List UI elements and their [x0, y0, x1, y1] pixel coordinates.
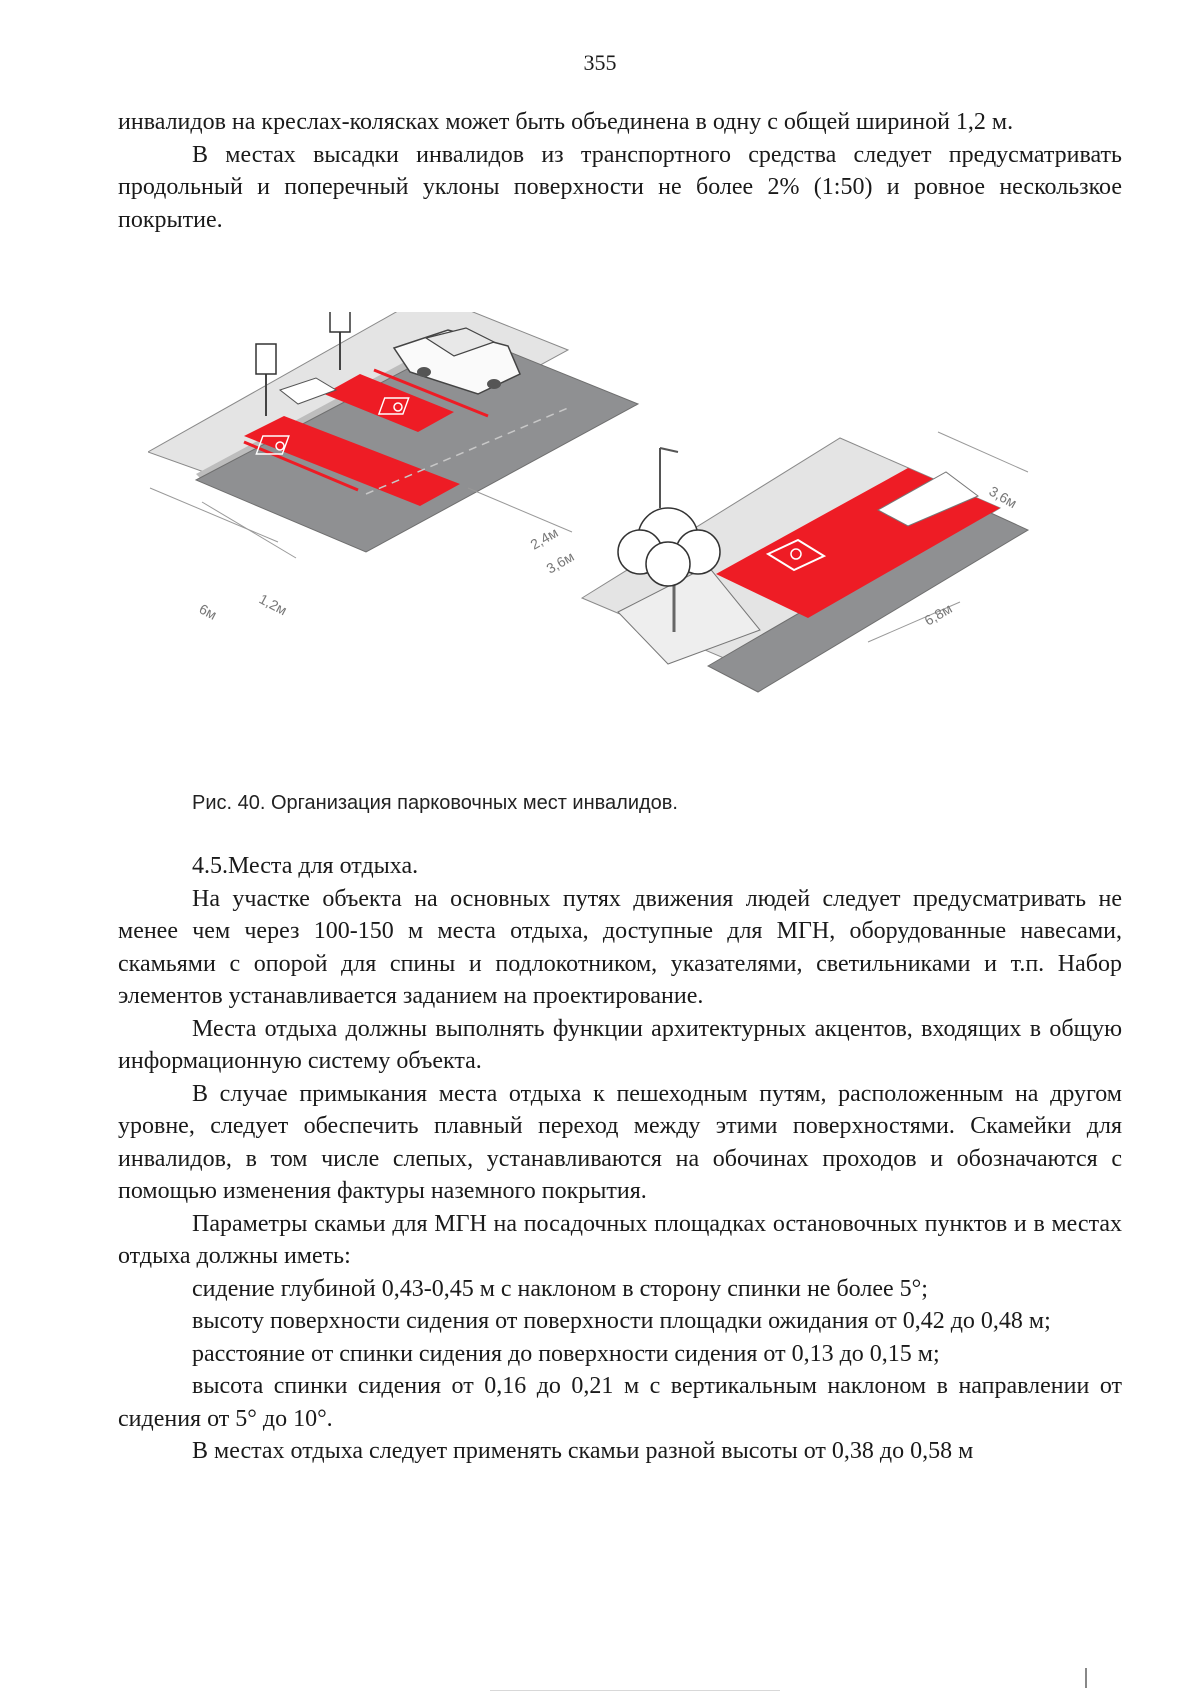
list-item: высоту поверхности сидения от поверхности площадки ожидания от 0,42 до 0,48 м;: [192, 1308, 1051, 1334]
dimension-label: 3,6м: [986, 482, 1020, 512]
figure-caption: Рис. 40. Организация парковочных мест инвалидов.: [192, 792, 678, 814]
paragraph: В местах отдыха следует применять скамьи разной высоты от 0,38 до 0,58 м: [192, 1438, 974, 1464]
paragraph: В местах высадки инвалидов из транспортного средства следует предусматривать продольный и поперечный уклоны поверхности не более 2% (1:50) и ровное нескользкое покрытие.: [118, 141, 1122, 233]
dimension-label: 3,6м: [543, 548, 577, 577]
list-item: сидение глубиной 0,43-0,45 м с наклоном в сторону спинки не более 5°;: [192, 1275, 928, 1302]
page-number: 355: [583, 50, 617, 75]
paragraph: Параметры скамьи для МГН на посадочных площадках остановочных пунктов и в местах отдыха должны иметь:: [118, 1210, 1122, 1269]
dimension-label: 2,4м: [527, 524, 561, 553]
paragraph: В случае примыкания места отдыха к пешеходным путям, расположенным на другом уровне, следует обеспечить плавный переход между этими поверхностями. Скамейки для инвалидов, в том числе слепых, устанавливаются на обочинах проходов и обозначаются с помощью изменения фактуры наземного покрытия.: [118, 1080, 1122, 1204]
dimension-label: 1,2м: [256, 590, 290, 619]
dimension-label: 6м: [196, 600, 220, 623]
list-item: высота спинки сидения от 0,16 до 0,21 м с вертикальным наклоном в направлении от сидения от 5° до 10°.: [118, 1373, 1122, 1432]
paragraph: инвалидов на креслах-колясках может быть объединена в одну с общей шириной 1,2 м.: [118, 109, 1014, 135]
top-text: [118, 106, 1122, 236]
paragraph: Места отдыха должны выполнять функции архитектурных акцентов, входящих в общую информационную систему объекта.: [118, 1015, 1122, 1074]
paragraph: На участке объекта на основных путях движения людей следует предусматривать не менее чем через 100-150 м места отдыха, доступные для МГН, оборудованные навесами, скамьями с опорой для спины и подлокотником, указателями, светильниками и т.п. Набор элементов устанавливается заданием на проектирование.: [118, 885, 1122, 1009]
left-parking-illustration: [148, 312, 638, 623]
main-text: [118, 850, 1122, 1468]
right-parking-illustration: [582, 432, 1028, 692]
section-heading: 4.5.Места для отдыха.: [192, 853, 419, 879]
scan-margin-mark: [1085, 1668, 1087, 1688]
scan-edge-line: [490, 1690, 780, 1691]
lamp-post-icon: [660, 448, 678, 508]
dimension-label: 6,8м: [921, 600, 955, 629]
parking-figure: [148, 312, 1108, 758]
list-item: расстояние от спинки сидения до поверхности сидения от 0,13 до 0,15 м;: [192, 1340, 940, 1367]
